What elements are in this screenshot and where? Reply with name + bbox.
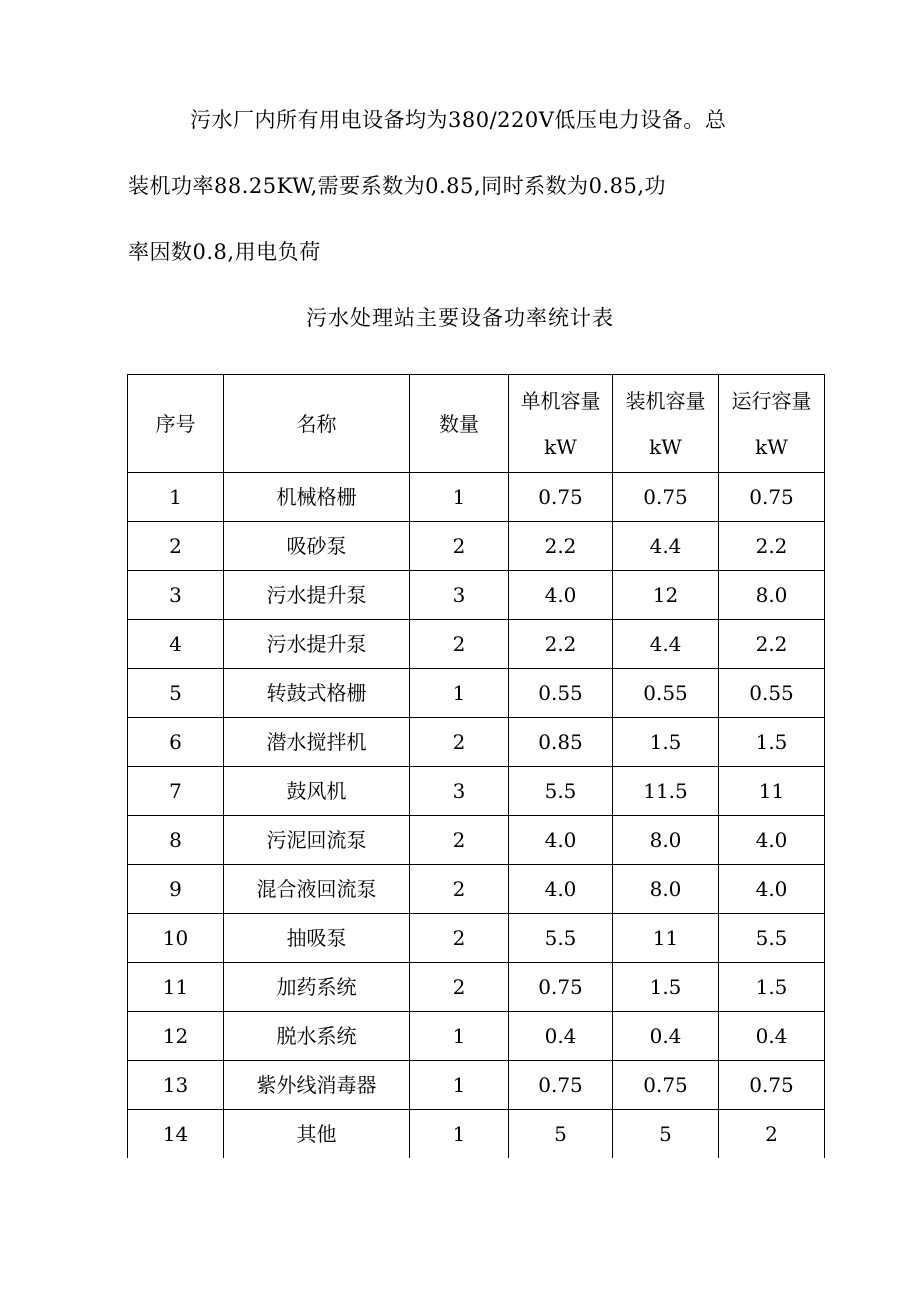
cell-qty: 1 — [410, 669, 509, 718]
table-row — [128, 865, 825, 914]
paragraph-line-1: 污水厂内所有用电设备均为380/220V低压电力设备。总 — [190, 108, 727, 132]
cell-installed-capacity: 1.5 — [613, 718, 719, 767]
table-row — [128, 718, 825, 767]
table-row — [128, 571, 825, 620]
cell-running-capacity: 8.0 — [719, 571, 825, 620]
cell-seq: 5 — [128, 669, 224, 718]
cell-name: 加药系统 — [224, 963, 410, 1012]
cell-name: 吸砂泵 — [224, 522, 410, 571]
cell-installed-capacity: 0.75 — [613, 473, 719, 522]
cell-running-capacity: 0.75 — [719, 473, 825, 522]
table-row — [128, 963, 825, 1012]
cell-installed-capacity: 11.5 — [613, 767, 719, 816]
cell-qty: 1 — [410, 1110, 509, 1159]
cell-seq: 9 — [128, 865, 224, 914]
table-row — [128, 816, 825, 865]
cell-name: 鼓风机 — [224, 767, 410, 816]
cell-name: 脱水系统 — [224, 1012, 410, 1061]
cell-qty: 3 — [410, 767, 509, 816]
table-row — [128, 1110, 825, 1159]
cell-unit-capacity: 0.75 — [509, 473, 613, 522]
cell-seq: 3 — [128, 571, 224, 620]
cell-seq: 4 — [128, 620, 224, 669]
cell-qty: 2 — [410, 865, 509, 914]
cell-name: 污泥回流泵 — [224, 816, 410, 865]
header-running-capacity: 运行容量kW — [719, 375, 825, 473]
cell-installed-capacity: 4.4 — [613, 522, 719, 571]
table-row — [128, 669, 825, 718]
cell-unit-capacity: 2.2 — [509, 620, 613, 669]
cell-seq: 14 — [128, 1110, 224, 1159]
cell-qty: 1 — [410, 473, 509, 522]
cell-unit-capacity: 4.0 — [509, 865, 613, 914]
cell-seq: 7 — [128, 767, 224, 816]
cell-seq: 13 — [128, 1061, 224, 1110]
cell-running-capacity: 1.5 — [719, 963, 825, 1012]
cell-seq: 8 — [128, 816, 224, 865]
cell-installed-capacity: 4.4 — [613, 620, 719, 669]
cell-installed-capacity: 1.5 — [613, 963, 719, 1012]
table-row — [128, 914, 825, 963]
cell-qty: 2 — [410, 963, 509, 1012]
equipment-power-table — [127, 374, 825, 1158]
header-seq: 序号 — [128, 375, 224, 473]
cell-seq: 12 — [128, 1012, 224, 1061]
cell-running-capacity: 2.2 — [719, 620, 825, 669]
table-body — [128, 473, 825, 1159]
cell-running-capacity: 11 — [719, 767, 825, 816]
cell-qty: 1 — [410, 1012, 509, 1061]
header-name: 名称 — [224, 375, 410, 473]
cell-qty: 3 — [410, 571, 509, 620]
cell-name: 机械格栅 — [224, 473, 410, 522]
cell-seq: 10 — [128, 914, 224, 963]
cell-unit-capacity: 0.4 — [509, 1012, 613, 1061]
cell-installed-capacity: 12 — [613, 571, 719, 620]
cell-unit-capacity: 5.5 — [509, 767, 613, 816]
cell-installed-capacity: 5 — [613, 1110, 719, 1159]
header-qty: 数量 — [410, 375, 509, 473]
paragraph-line-3: 率因数0.8,用电负荷 — [128, 240, 321, 264]
cell-running-capacity: 0.55 — [719, 669, 825, 718]
cell-name: 污水提升泵 — [224, 620, 410, 669]
cell-name: 抽吸泵 — [224, 914, 410, 963]
cell-qty: 2 — [410, 620, 509, 669]
table-row — [128, 620, 825, 669]
cell-running-capacity: 0.4 — [719, 1012, 825, 1061]
cell-running-capacity: 4.0 — [719, 816, 825, 865]
cell-installed-capacity: 0.55 — [613, 669, 719, 718]
cell-unit-capacity: 0.75 — [509, 1061, 613, 1110]
table-row — [128, 1061, 825, 1110]
header-unit-capacity: 单机容量kW — [509, 375, 613, 473]
cell-qty: 2 — [410, 914, 509, 963]
cell-running-capacity: 4.0 — [719, 865, 825, 914]
table-row — [128, 473, 825, 522]
cell-seq: 1 — [128, 473, 224, 522]
cell-name: 其他 — [224, 1110, 410, 1159]
cell-installed-capacity: 11 — [613, 914, 719, 963]
cell-unit-capacity: 0.85 — [509, 718, 613, 767]
cell-qty: 2 — [410, 522, 509, 571]
cell-name: 混合液回流泵 — [224, 865, 410, 914]
cell-name: 转鼓式格栅 — [224, 669, 410, 718]
header-installed-capacity: 装机容量kW — [613, 375, 719, 473]
cell-running-capacity: 0.75 — [719, 1061, 825, 1110]
cell-name: 紫外线消毒器 — [224, 1061, 410, 1110]
cell-unit-capacity: 4.0 — [509, 571, 613, 620]
table-row — [128, 767, 825, 816]
cell-qty: 2 — [410, 718, 509, 767]
cell-seq: 6 — [128, 718, 224, 767]
cell-unit-capacity: 0.75 — [509, 963, 613, 1012]
table-title: 污水处理站主要设备功率统计表 — [306, 306, 614, 330]
cell-unit-capacity: 5 — [509, 1110, 613, 1159]
cell-installed-capacity: 0.4 — [613, 1012, 719, 1061]
cell-name: 污水提升泵 — [224, 571, 410, 620]
cell-seq: 11 — [128, 963, 224, 1012]
table-row — [128, 522, 825, 571]
cell-running-capacity: 2.2 — [719, 522, 825, 571]
cell-installed-capacity: 0.75 — [613, 1061, 719, 1110]
cell-qty: 2 — [410, 816, 509, 865]
cell-installed-capacity: 8.0 — [613, 865, 719, 914]
cell-unit-capacity: 4.0 — [509, 816, 613, 865]
table-row — [128, 1012, 825, 1061]
paragraph-line-2: 装机功率88.25KW,需要系数为0.85,同时系数为0.85,功 — [128, 174, 667, 198]
cell-running-capacity: 5.5 — [719, 914, 825, 963]
table-header-row — [128, 375, 825, 473]
cell-seq: 2 — [128, 522, 224, 571]
cell-running-capacity: 1.5 — [719, 718, 825, 767]
cell-installed-capacity: 8.0 — [613, 816, 719, 865]
cell-qty: 1 — [410, 1061, 509, 1110]
cell-unit-capacity: 2.2 — [509, 522, 613, 571]
cell-running-capacity: 2 — [719, 1110, 825, 1159]
cell-unit-capacity: 5.5 — [509, 914, 613, 963]
cell-name: 潜水搅拌机 — [224, 718, 410, 767]
cell-unit-capacity: 0.55 — [509, 669, 613, 718]
